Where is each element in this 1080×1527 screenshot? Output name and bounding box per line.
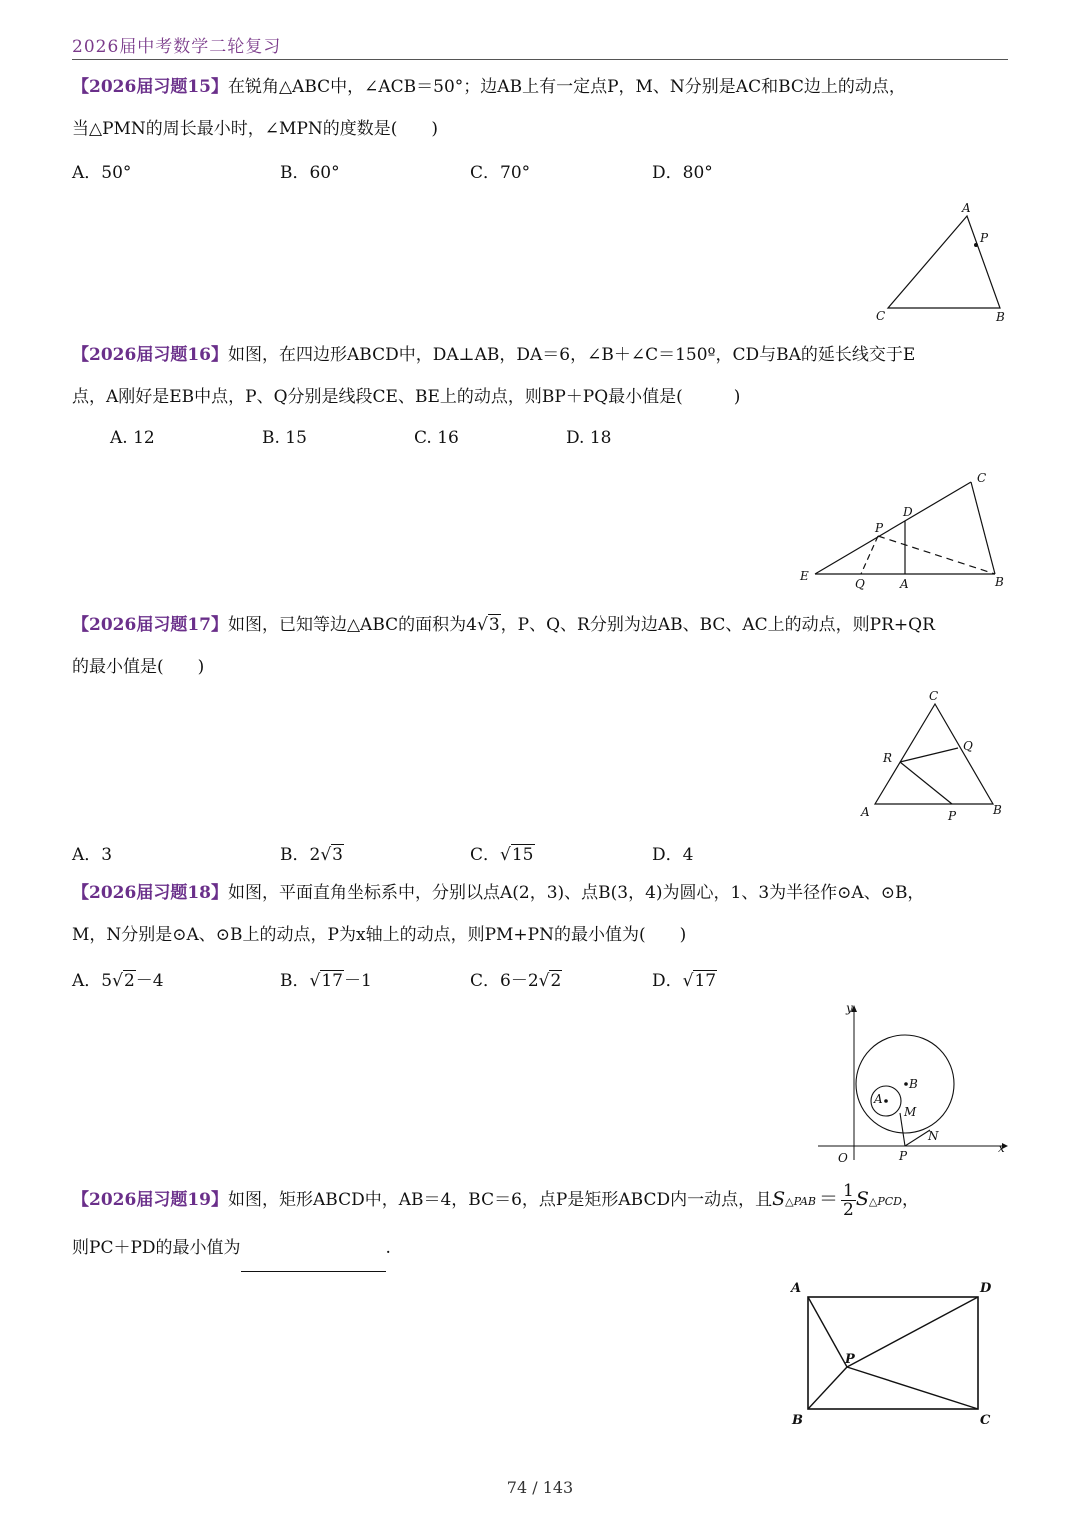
q19-label-a: A — [791, 1281, 802, 1296]
q18-figure — [810, 1000, 1015, 1170]
q18-option-c-radicand: 2 — [550, 971, 562, 991]
q18-label-m: M — [904, 1105, 917, 1119]
q19-label-c: C — [980, 1413, 991, 1428]
q17-line-rp — [900, 762, 952, 804]
q15-options — [72, 158, 972, 188]
q15-label-b: B — [996, 310, 1005, 324]
q15-line2: 当△PMN的周长最小时，∠MPN的度数是( ) — [72, 119, 439, 139]
header-rule — [72, 59, 1008, 60]
q17-option-c-radicand: 15 — [511, 845, 534, 865]
q18-label-x: x — [998, 1141, 1005, 1155]
q16-option-c[interactable]: C. 16 — [414, 428, 459, 448]
q16-option-a[interactable]: A. 12 — [110, 428, 155, 448]
q15-option-a[interactable]: A．50° — [72, 163, 132, 183]
q19-rectangle — [808, 1297, 978, 1409]
q18-option-d[interactable]: D．√17 — [652, 971, 717, 991]
q17-text1b: ，P、Q、R分别为边AB、BC、AC上的动点，则PR+QR — [500, 615, 935, 635]
q18-label-a: A — [874, 1092, 883, 1106]
q19-sub2: △PCD — [868, 1195, 902, 1208]
q18-option-d-pre: D． — [652, 971, 683, 991]
q19-text2: 则PC＋PD的最小值为 — [72, 1238, 241, 1258]
q19-line-pd — [847, 1297, 978, 1367]
q18-options — [72, 966, 972, 996]
q17-option-b[interactable]: B．2√3 — [280, 845, 343, 865]
q16-label-p: P — [875, 521, 884, 535]
q16-line1 — [72, 334, 1012, 376]
q18-tag: 【2026届习题18】 — [72, 883, 228, 903]
q17-option-b-text: B．2 — [280, 845, 321, 865]
q17-option-b-radicand: 3 — [332, 845, 343, 865]
q16-line2: 点，A刚好是EB中点，P、Q分别是线段CE、BE上的动点，则BP＋PQ最小值是( ) — [72, 387, 741, 407]
q17-sqrt: √3 — [476, 615, 500, 635]
q17-option-d[interactable] — [652, 840, 693, 865]
q19-text1: 如图，矩形ABCD中，AB＝4，BC＝6，点P是矩形ABCD内一动点，且 — [227, 1190, 773, 1210]
q17-label-c: C — [929, 689, 939, 703]
q15-tag: 【2026届习题15】 — [72, 77, 228, 97]
q19-equals: ＝ — [819, 1188, 839, 1210]
q19-formula — [772, 1182, 902, 1219]
q19-label-b: B — [792, 1413, 803, 1428]
q16-label-b: B — [995, 575, 1004, 589]
q16-figure — [795, 466, 1015, 596]
q19-line-pc — [847, 1367, 978, 1409]
q18-label-y: y — [846, 1001, 853, 1015]
q18-option-c[interactable]: C．6－2√2 — [470, 971, 562, 991]
q15-label-a: A — [962, 201, 971, 215]
q16-tag: 【2026届习题16】 — [72, 345, 228, 365]
q17-line-rq — [900, 748, 958, 762]
question-17 — [72, 604, 1012, 688]
q18-center-a — [884, 1099, 888, 1103]
q16-label-q: Q — [855, 577, 865, 591]
q17-figure — [855, 684, 1015, 829]
q16-line-cb — [971, 482, 995, 574]
q19-label-p: P — [845, 1352, 855, 1367]
q19-line-bp — [808, 1367, 847, 1409]
q15-option-b[interactable]: B．60° — [280, 163, 340, 183]
q17-options — [72, 840, 972, 870]
q18-label-p: P — [899, 1149, 908, 1163]
q15-text1: 在锐角△ABC中，∠ACB＝50°；边AB上有一定点P，M、N分别是AC和BC边上的动点， — [227, 77, 906, 97]
q19-denominator: 2 — [843, 1200, 854, 1220]
q18-label-o: O — [838, 1151, 848, 1165]
q17-text1a: 如图，已知等边△ABC的面积为4 — [227, 615, 477, 635]
q17-option-d-text: D．4 — [652, 845, 694, 865]
q15-label-p: P — [980, 231, 989, 245]
question-16 — [72, 334, 1012, 418]
q17-line1 — [72, 604, 1012, 646]
q17-label-a: A — [861, 805, 870, 819]
q18-option-d-radicand: 17 — [694, 971, 717, 991]
question-19 — [72, 1176, 1012, 1272]
q17-option-c-text: C． — [470, 845, 501, 865]
q18-option-a[interactable]: A．5√2－4 — [72, 971, 164, 991]
q18-option-a-pre: A．5 — [72, 971, 113, 991]
q18-option-a-radicand: 2 — [123, 971, 135, 991]
q19-figure — [785, 1272, 1000, 1432]
q15-point-p — [974, 243, 978, 247]
q15-triangle — [888, 216, 1000, 308]
q16-label-c: C — [977, 471, 987, 485]
q16-text1: 如图，在四边形ABCD中，DA⊥AB，DA＝6，∠B＋∠C＝150º，CD与BA的延长线交于E — [227, 345, 916, 365]
q18-center-b — [904, 1082, 908, 1086]
q16-option-d[interactable]: D. 18 — [566, 428, 612, 448]
q16-label-a: A — [900, 577, 909, 591]
q19-s1: S — [772, 1188, 786, 1210]
q17-option-a-text: A．3 — [72, 845, 113, 865]
page-number: 74 / 143 — [506, 1478, 574, 1497]
q17-radicand: 3 — [488, 615, 500, 635]
q17-option-a[interactable] — [72, 840, 112, 865]
q19-comma: ， — [902, 1190, 919, 1210]
q15-line1 — [72, 66, 1012, 108]
q17-label-b: B — [993, 803, 1002, 817]
q17-tag: 【2026届习题17】 — [72, 615, 228, 635]
q19-s2: S — [855, 1188, 869, 1210]
q18-line2: M，N分别是⊙A、⊙B上的动点，P为x轴上的动点，则PM+PN的最小值为( ) — [72, 925, 687, 945]
q16-line-pb — [878, 536, 995, 574]
q19-answer-blank[interactable] — [241, 1253, 386, 1272]
q19-tag: 【2026届习题19】 — [72, 1190, 228, 1210]
q15-option-c[interactable]: C．70° — [470, 163, 531, 183]
page-header: 2026届中考数学二轮复习 — [72, 37, 282, 57]
question-18 — [72, 872, 1012, 956]
q19-line-ap — [808, 1297, 847, 1367]
q16-label-d: D — [903, 505, 913, 519]
q19-period: . — [385, 1238, 391, 1258]
q16-options — [72, 428, 972, 458]
q19-sub1: △PAB — [785, 1195, 817, 1208]
q17-label-r: R — [883, 751, 893, 765]
q15-option-d[interactable]: D．80° — [652, 163, 713, 183]
q19-fraction — [841, 1182, 856, 1219]
q17-label-q: Q — [963, 739, 973, 753]
q17-label-p: P — [948, 809, 957, 823]
q18-option-b-radicand: 17 — [321, 971, 343, 991]
q15-figure — [870, 198, 1015, 328]
q17-option-c[interactable]: C．√15 — [470, 845, 534, 865]
question-15 — [72, 66, 1012, 150]
q18-option-b-pre: B． — [280, 971, 310, 991]
q18-label-n: N — [928, 1129, 939, 1143]
q19-line1 — [72, 1176, 1012, 1224]
q19-line2 — [72, 1224, 1012, 1272]
q18-line1 — [72, 872, 1012, 914]
q19-label-d: D — [980, 1281, 992, 1296]
q18-text1: 如图，平面直角坐标系中，分别以点A(2，3)、点B(3，4)为圆心，1、3为半径作⊙A、⊙B， — [227, 883, 925, 903]
q19-numerator: 1 — [843, 1181, 854, 1201]
q15-label-c: C — [876, 309, 886, 323]
q18-option-a-post: －4 — [135, 971, 164, 991]
q18-option-b-post: －1 — [343, 971, 372, 991]
q18-option-c-pre: C．6－2 — [470, 971, 539, 991]
q17-line2: 的最小值是( ) — [72, 657, 205, 677]
q16-option-b[interactable]: B. 15 — [262, 428, 307, 448]
q18-label-b: B — [909, 1077, 918, 1091]
q16-line-ec — [815, 482, 971, 574]
q16-label-e: E — [800, 569, 809, 583]
q18-option-b[interactable]: B．√17－1 — [280, 971, 372, 991]
